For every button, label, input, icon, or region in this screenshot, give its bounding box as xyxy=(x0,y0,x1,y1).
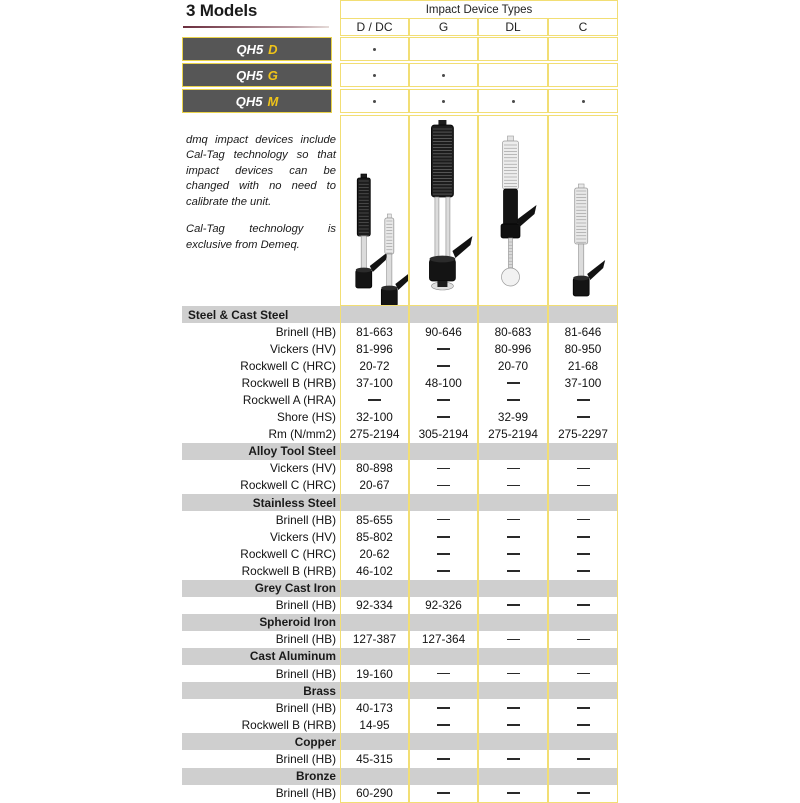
em-dash-icon xyxy=(577,519,590,521)
models-matrix xyxy=(182,0,618,115)
section-header-cell xyxy=(548,494,618,511)
support-cell-g-ddc xyxy=(340,63,409,87)
em-dash-icon xyxy=(577,724,590,726)
value-cell: 80-950 xyxy=(548,340,618,357)
value-cell: 92-334 xyxy=(340,597,409,614)
device-image-impact-device-g xyxy=(409,115,478,306)
section-header-cell xyxy=(478,682,548,699)
em-dash-icon xyxy=(437,365,450,367)
section-header-cell xyxy=(409,682,478,699)
row-label: Rockwell B (HRB) xyxy=(241,563,336,578)
value-cell xyxy=(409,545,478,562)
section-header-cell xyxy=(478,648,548,665)
value-cell: 60-290 xyxy=(340,785,409,802)
value-cell: 20-72 xyxy=(340,357,409,374)
value-cell xyxy=(409,511,478,528)
value-cell: 19-160 xyxy=(340,665,409,682)
value-cell xyxy=(548,785,618,802)
em-dash-icon xyxy=(507,639,520,641)
em-dash-icon xyxy=(437,399,450,401)
column-header-3: C xyxy=(548,18,618,36)
value-cell xyxy=(478,528,548,545)
section-header-cell xyxy=(340,733,409,750)
support-cell-m-g xyxy=(409,89,478,113)
table-row xyxy=(182,357,618,374)
section-title: Stainless Steel xyxy=(252,495,336,510)
section-header-cell xyxy=(548,580,618,597)
section-header-cell xyxy=(409,768,478,785)
value-cell xyxy=(548,562,618,579)
row-label: Rockwell A (HRA) xyxy=(242,393,336,408)
value-cell: 92-326 xyxy=(409,597,478,614)
em-dash-icon xyxy=(577,468,590,470)
row-label: Rockwell C (HRC) xyxy=(240,478,336,493)
row-label: Rockwell C (HRC) xyxy=(240,358,336,373)
support-dot-icon xyxy=(512,100,515,103)
section-header-cell xyxy=(340,768,409,785)
value-cell xyxy=(340,391,409,408)
row-label: Brinell (HB) xyxy=(275,512,336,527)
em-dash-icon xyxy=(437,485,450,487)
section-title: Steel & Cast Steel xyxy=(188,307,289,322)
value-cell xyxy=(409,562,478,579)
section-header-row xyxy=(182,682,618,699)
section-header-cell xyxy=(409,443,478,460)
value-cell xyxy=(548,511,618,528)
cal-tag-note-p2: Cal-Tag technology is exclusive from Demeq. xyxy=(186,223,336,251)
value-cell xyxy=(409,750,478,767)
row-label: Rockwell B (HRB) xyxy=(241,375,336,390)
column-header-1: G xyxy=(409,18,478,36)
value-cell: 85-655 xyxy=(340,511,409,528)
value-cell: 37-100 xyxy=(340,374,409,391)
table-row xyxy=(182,409,618,426)
value-cell xyxy=(548,477,618,494)
device-image-impact-device-d-dc xyxy=(340,115,409,306)
hardness-range-table xyxy=(182,306,618,803)
row-label: Brinell (HB) xyxy=(275,598,336,613)
value-cell xyxy=(548,750,618,767)
support-cell-d-dl xyxy=(478,37,548,61)
model-prefix: QH5 xyxy=(236,41,264,57)
value-cell xyxy=(409,340,478,357)
row-label: Shore (HS) xyxy=(276,410,336,425)
section-header-row xyxy=(182,648,618,665)
value-cell xyxy=(478,665,548,682)
value-cell: 275-2194 xyxy=(478,426,548,443)
section-header-row xyxy=(182,306,618,323)
section-header-cell xyxy=(340,443,409,460)
value-cell xyxy=(478,597,548,614)
em-dash-icon xyxy=(437,519,450,521)
em-dash-icon xyxy=(507,399,520,401)
value-cell xyxy=(548,699,618,716)
em-dash-icon xyxy=(577,792,590,794)
value-cell xyxy=(409,716,478,733)
support-cell-m-ddc xyxy=(340,89,409,113)
value-cell xyxy=(478,460,548,477)
value-cell xyxy=(409,699,478,716)
section-header-cell xyxy=(548,443,618,460)
value-cell xyxy=(548,597,618,614)
table-row xyxy=(182,374,618,391)
section-title: Cast Aluminum xyxy=(249,649,336,664)
value-cell: 32-99 xyxy=(478,409,548,426)
section-header-row xyxy=(182,580,618,597)
table-row xyxy=(182,716,618,733)
support-dot-icon xyxy=(582,100,585,103)
section-header-cell xyxy=(409,648,478,665)
em-dash-icon xyxy=(437,536,450,538)
section-header-cell xyxy=(340,682,409,699)
em-dash-icon xyxy=(577,673,590,675)
value-cell xyxy=(548,545,618,562)
value-cell xyxy=(409,665,478,682)
em-dash-icon xyxy=(507,382,520,384)
table-row xyxy=(182,631,618,648)
row-label: Rockwell C (HRC) xyxy=(240,546,336,561)
section-header-cell xyxy=(478,768,548,785)
section-header-cell xyxy=(340,494,409,511)
em-dash-icon xyxy=(437,707,450,709)
table-row xyxy=(182,665,618,682)
section-header-cell xyxy=(409,580,478,597)
em-dash-icon xyxy=(507,792,520,794)
value-cell: 20-70 xyxy=(478,357,548,374)
em-dash-icon xyxy=(577,639,590,641)
row-label: Brinell (HB) xyxy=(275,751,336,766)
support-dot-icon xyxy=(373,48,376,51)
section-header-row xyxy=(182,768,618,785)
em-dash-icon xyxy=(507,485,520,487)
model-suffix: D xyxy=(268,41,278,57)
em-dash-icon xyxy=(507,468,520,470)
value-cell: 80-996 xyxy=(478,340,548,357)
section-header-cell xyxy=(340,648,409,665)
value-cell: 80-683 xyxy=(478,323,548,340)
em-dash-icon xyxy=(507,724,520,726)
section-title: Brass xyxy=(303,683,336,698)
value-cell xyxy=(478,785,548,802)
section-title: Copper xyxy=(294,734,336,749)
value-cell xyxy=(548,716,618,733)
impact-device-types-header: Impact Device Types xyxy=(340,0,618,18)
section-header-cell xyxy=(409,494,478,511)
table-row xyxy=(182,426,618,443)
row-label: Vickers (HV) xyxy=(270,529,336,544)
value-cell: 40-173 xyxy=(340,699,409,716)
em-dash-icon xyxy=(507,707,520,709)
value-cell xyxy=(409,409,478,426)
section-header-cell xyxy=(548,306,618,323)
em-dash-icon xyxy=(577,536,590,538)
em-dash-icon xyxy=(577,707,590,709)
model-label-d[interactable] xyxy=(182,37,332,61)
em-dash-icon xyxy=(507,519,520,521)
section-title: Bronze xyxy=(296,769,336,784)
em-dash-icon xyxy=(577,485,590,487)
support-dot-icon xyxy=(442,100,445,103)
section-header-cell xyxy=(409,733,478,750)
value-cell: 127-364 xyxy=(409,631,478,648)
em-dash-icon xyxy=(577,604,590,606)
model-label-g[interactable] xyxy=(182,63,332,87)
row-label: Rockwell B (HRB) xyxy=(241,717,336,732)
support-dot-icon xyxy=(442,74,445,77)
row-label: Brinell (HB) xyxy=(275,700,336,715)
value-cell xyxy=(478,631,548,648)
em-dash-icon xyxy=(577,758,590,760)
value-cell xyxy=(478,562,548,579)
row-label: Brinell (HB) xyxy=(275,324,336,339)
support-cell-d-g xyxy=(409,37,478,61)
em-dash-icon xyxy=(437,553,450,555)
support-dot-icon xyxy=(373,100,376,103)
em-dash-icon xyxy=(507,570,520,572)
value-cell: 90-646 xyxy=(409,323,478,340)
section-header-cell xyxy=(340,306,409,323)
table-row xyxy=(182,477,618,494)
value-cell: 85-802 xyxy=(340,528,409,545)
em-dash-icon xyxy=(437,348,450,350)
section-header-cell xyxy=(548,648,618,665)
spec-sheet xyxy=(182,0,618,800)
section-header-cell xyxy=(478,306,548,323)
value-cell: 80-898 xyxy=(340,460,409,477)
em-dash-icon xyxy=(577,553,590,555)
value-cell: 81-646 xyxy=(548,323,618,340)
section-title: Spheroid Iron xyxy=(259,615,336,630)
value-cell xyxy=(409,785,478,802)
value-cell: 305-2194 xyxy=(409,426,478,443)
value-cell xyxy=(548,528,618,545)
value-cell xyxy=(409,460,478,477)
section-header-row xyxy=(182,733,618,750)
support-dot-icon xyxy=(373,74,376,77)
row-label: Brinell (HB) xyxy=(275,786,336,801)
devices-band xyxy=(182,115,618,306)
table-row xyxy=(182,340,618,357)
value-cell: 275-2297 xyxy=(548,426,618,443)
section-header-row xyxy=(182,614,618,631)
value-cell xyxy=(548,631,618,648)
value-cell: 20-67 xyxy=(340,477,409,494)
value-cell xyxy=(478,477,548,494)
em-dash-icon xyxy=(577,399,590,401)
value-cell: 275-2194 xyxy=(340,426,409,443)
value-cell xyxy=(478,750,548,767)
title-underline xyxy=(183,26,329,28)
value-cell xyxy=(478,716,548,733)
em-dash-icon xyxy=(437,673,450,675)
em-dash-icon xyxy=(507,604,520,606)
value-cell xyxy=(478,511,548,528)
table-row xyxy=(182,699,618,716)
em-dash-icon xyxy=(507,673,520,675)
section-header-cell xyxy=(478,443,548,460)
support-cell-m-c xyxy=(548,89,618,113)
row-label: Brinell (HB) xyxy=(275,632,336,647)
value-cell: 48-100 xyxy=(409,374,478,391)
page-title-cell xyxy=(182,0,332,36)
value-cell xyxy=(478,374,548,391)
cal-tag-note-p1: dmq impact devices include Cal-Tag technology so that impact devices can be changed with no need to calibrate the unit. xyxy=(186,134,336,208)
section-header-cell xyxy=(548,733,618,750)
value-cell: 20-62 xyxy=(340,545,409,562)
value-cell: 21-68 xyxy=(548,357,618,374)
value-cell xyxy=(548,409,618,426)
row-label: Brinell (HB) xyxy=(275,666,336,681)
value-cell: 46-102 xyxy=(340,562,409,579)
value-cell xyxy=(548,460,618,477)
value-cell xyxy=(548,665,618,682)
row-label: Rm (N/mm2) xyxy=(268,427,336,442)
table-row xyxy=(182,528,618,545)
value-cell: 127-387 xyxy=(340,631,409,648)
device-image-impact-device-c xyxy=(548,115,618,306)
value-cell: 32-100 xyxy=(340,409,409,426)
value-cell xyxy=(478,545,548,562)
section-title: Grey Cast Iron xyxy=(254,581,336,596)
table-row xyxy=(182,562,618,579)
table-row xyxy=(182,391,618,408)
value-cell xyxy=(409,528,478,545)
support-cell-d-ddc xyxy=(340,37,409,61)
section-header-cell xyxy=(478,494,548,511)
cal-tag-note xyxy=(186,133,336,265)
support-cell-m-dl xyxy=(478,89,548,113)
em-dash-icon xyxy=(577,416,590,418)
model-prefix: QH5 xyxy=(235,93,263,109)
row-label: Vickers (HV) xyxy=(270,461,336,476)
value-cell: 37-100 xyxy=(548,374,618,391)
section-header-cell xyxy=(478,580,548,597)
section-header-cell xyxy=(340,580,409,597)
page-title: 3 Models xyxy=(186,1,258,20)
value-cell xyxy=(409,357,478,374)
value-cell xyxy=(478,391,548,408)
column-header-2: DL xyxy=(478,18,548,36)
table-row xyxy=(182,545,618,562)
em-dash-icon xyxy=(437,570,450,572)
em-dash-icon xyxy=(577,570,590,572)
em-dash-icon xyxy=(437,792,450,794)
value-cell xyxy=(409,477,478,494)
section-header-cell xyxy=(478,733,548,750)
em-dash-icon xyxy=(507,553,520,555)
value-cell xyxy=(409,391,478,408)
value-cell: 81-996 xyxy=(340,340,409,357)
support-cell-d-c xyxy=(548,37,618,61)
section-header-cell xyxy=(409,306,478,323)
section-header-row xyxy=(182,494,618,511)
em-dash-icon xyxy=(437,724,450,726)
em-dash-icon xyxy=(507,536,520,538)
value-cell xyxy=(548,391,618,408)
column-header-0: D / DC xyxy=(340,18,409,36)
section-header-row xyxy=(182,443,618,460)
model-label-m[interactable] xyxy=(182,89,332,113)
em-dash-icon xyxy=(368,399,381,401)
em-dash-icon xyxy=(507,758,520,760)
table-row xyxy=(182,750,618,767)
model-prefix: QH5 xyxy=(236,67,263,83)
section-title: Alloy Tool Steel xyxy=(248,444,336,459)
table-row xyxy=(182,323,618,340)
em-dash-icon xyxy=(437,468,450,470)
section-header-cell xyxy=(478,614,548,631)
support-cell-g-dl xyxy=(478,63,548,87)
value-cell: 45-315 xyxy=(340,750,409,767)
support-cell-g-g xyxy=(409,63,478,87)
value-cell: 81-663 xyxy=(340,323,409,340)
table-row xyxy=(182,785,618,802)
device-image-impact-device-dl xyxy=(478,115,548,306)
table-row xyxy=(182,597,618,614)
em-dash-icon xyxy=(437,758,450,760)
model-suffix: G xyxy=(267,67,278,83)
section-header-cell xyxy=(548,768,618,785)
em-dash-icon xyxy=(437,416,450,418)
value-cell: 14-95 xyxy=(340,716,409,733)
section-header-cell xyxy=(409,614,478,631)
value-cell xyxy=(478,699,548,716)
table-row xyxy=(182,511,618,528)
section-header-cell xyxy=(548,614,618,631)
section-header-cell xyxy=(340,614,409,631)
table-row xyxy=(182,460,618,477)
section-header-cell xyxy=(548,682,618,699)
model-suffix: M xyxy=(267,93,279,109)
support-cell-g-c xyxy=(548,63,618,87)
row-label: Vickers (HV) xyxy=(270,341,336,356)
